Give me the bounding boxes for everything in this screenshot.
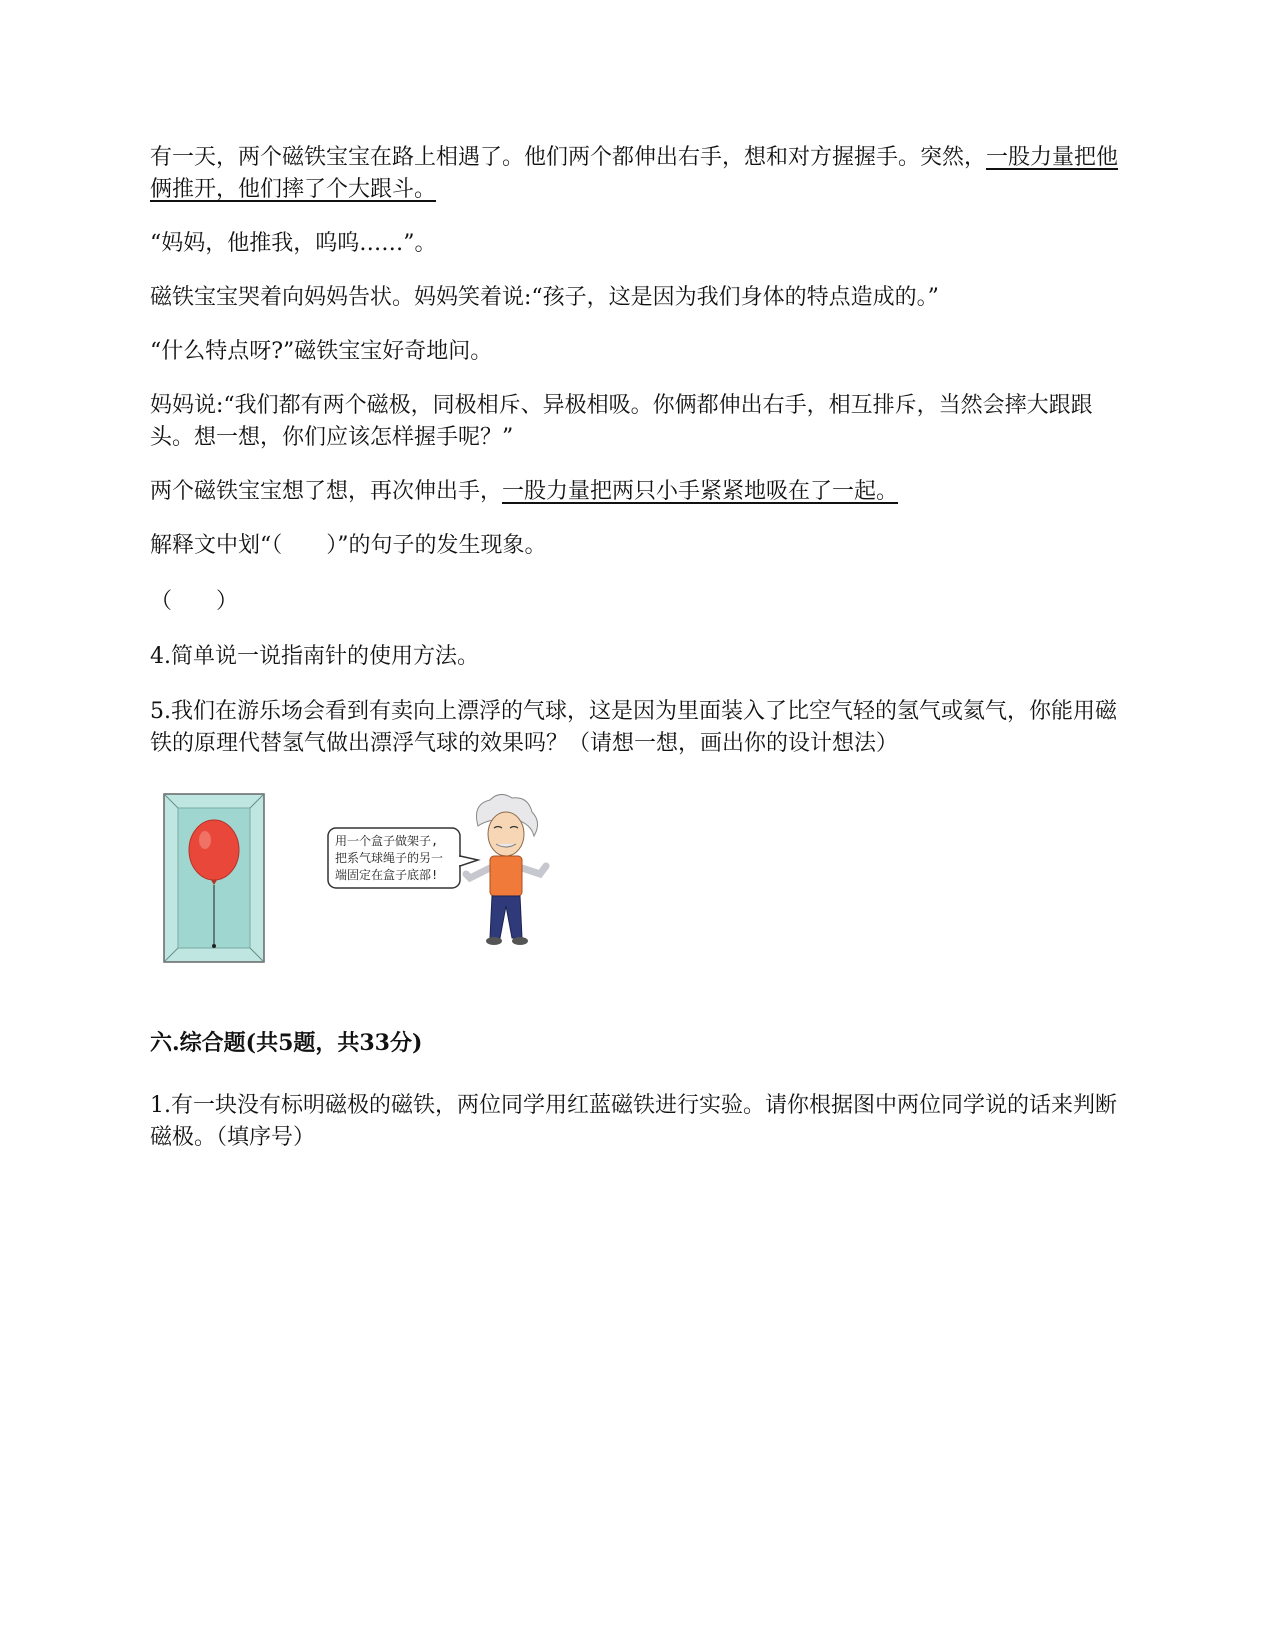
question-5: 5.我们在游乐场会看到有卖向上漂浮的气球，这是因为里面装入了比空气轻的氢气或氦气，你能用磁铁的原理代替氢气做出漂浮气球的效果吗？（请想一想，画出你的设计想法） <box>150 699 1117 756</box>
story-text: 有一天，两个磁铁宝宝在路上相遇了。他们两个都伸出右手，想和对方握握手。突然， <box>150 145 987 170</box>
section-6-heading: 六.综合题(共5题，共33分) <box>150 1030 423 1056</box>
underlined-sentence-2: 一股力量把两只小手紧紧地吸在了一起。 <box>502 479 899 504</box>
speech-bubble <box>328 828 478 888</box>
bubble-line-3: 端固定在盒子底部! <box>335 868 439 882</box>
story-text: 两个磁铁宝宝想了想，再次伸出手， <box>150 479 503 504</box>
story-paragraph-1 <box>150 142 1125 206</box>
question-4: 4.简单说一说指南针的使用方法。 <box>150 644 479 669</box>
bubble-line-1: 用一个盒子做架子, <box>335 834 439 848</box>
story-paragraph-5: 妈妈说:“我们都有两个磁极，同极相斥、异极相吸。你俩都伸出右手，相互排斥，当然会摔大跟跟头。想一想，你们应该怎样握手呢？” <box>150 393 1093 450</box>
answer-blank: （ ） <box>150 589 239 614</box>
balloon-design-figure <box>160 790 560 970</box>
story-paragraph-6 <box>150 476 1125 508</box>
bubble-line-2: 把系气球绳子的另一 <box>335 851 444 865</box>
section-6-question-1: 1.有一块没有标明磁极的磁铁，两位同学用红蓝磁铁进行实验。请你根据图中两位同学说的话来判断磁极。（填序号） <box>150 1093 1117 1150</box>
story-paragraph-3: 磁铁宝宝哭着向妈妈告状。妈妈笑着说:“孩子，这是因为我们身体的特点造成的。” <box>150 285 939 310</box>
scientist-character-illustration <box>466 794 546 945</box>
story-paragraph-2: “妈妈，他推我，呜呜……”。 <box>150 231 437 256</box>
underlined-sentence-1: 一股力量把他俩推开，他们摔了个大跟斗。 <box>150 145 1119 202</box>
story-paragraph-4: “什么特点呀?”磁铁宝宝好奇地问。 <box>150 339 493 364</box>
question-prompt: 解释文中划“（ ）”的句子的发生现象。 <box>150 533 547 558</box>
